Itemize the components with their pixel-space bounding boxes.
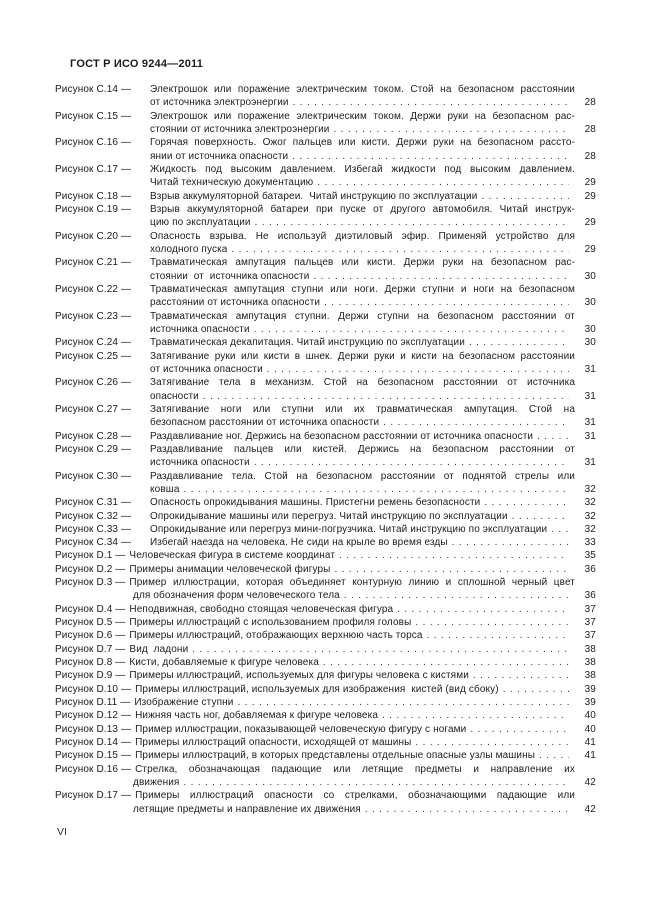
dot-leader: [427, 629, 569, 642]
dot-leader: [334, 123, 569, 136]
dot-leader: [415, 616, 569, 629]
toc-entry: [55, 536, 596, 549]
page-number: 41: [584, 737, 596, 749]
toc-line: [55, 536, 596, 549]
page-number: 41: [584, 750, 596, 762]
figure-title: холодного пуска: [150, 243, 228, 255]
page-number: 31: [584, 363, 596, 375]
figure-title: Нижняя часть ног, добавляемая к фигуре человека: [135, 710, 379, 722]
toc-list: [55, 83, 596, 816]
toc-line: [55, 216, 596, 229]
toc-entry: [55, 763, 596, 790]
figure-label: Рисунок C.31 —: [55, 497, 132, 509]
page-number: 30: [584, 297, 596, 309]
figure-title: летящие предметы и направление их движения: [133, 803, 361, 815]
figure-title: Примеры иллюстраций, используемых для фигуры человека с кистями: [129, 670, 469, 682]
page-header: [57, 46, 203, 82]
toc-line: [55, 789, 596, 802]
figure-title: янии от источника опасности: [150, 150, 289, 162]
figure-title: Стрелка, обозначающая падающие или летящие предметы и направление их: [135, 763, 575, 775]
toc-line: [55, 350, 596, 363]
toc-line: [55, 549, 596, 562]
figure-title: Пример иллюстрации, которая объединяет контурную линию и сплошной черный цвет: [129, 577, 575, 589]
page-number: 40: [584, 710, 596, 722]
page-number: 35: [584, 550, 596, 562]
figure-label: Рисунок C.23 —: [55, 310, 132, 322]
toc-entry: [55, 683, 596, 696]
figure-label: Рисунок C.21 —: [55, 257, 132, 269]
figure-label: Рисунок C.32 —: [55, 510, 132, 522]
toc-line: [55, 656, 596, 669]
dot-leader: [334, 563, 569, 576]
toc-line: [55, 83, 596, 96]
figure-title: Взрыв аккумуляторной батареи. Читай инструкцию по эксплуатации: [150, 190, 478, 202]
page-number: 29: [584, 190, 596, 202]
figure-label: Рисунок D.13 —: [55, 723, 132, 735]
figure-label: Рисунок C.25 —: [55, 350, 132, 362]
toc-entry: [55, 629, 596, 642]
toc-entry: [55, 549, 596, 562]
toc-line: [55, 749, 596, 762]
figure-label: Рисунок D.17 —: [55, 790, 132, 802]
figure-title: Примеры иллюстраций опасности, исходящей от машины: [135, 737, 412, 749]
dot-leader: [503, 683, 569, 696]
figure-label: Рисунок C.19 —: [55, 203, 132, 215]
figure-label: Рисунок D.12 —: [55, 710, 132, 722]
toc-entry: [55, 669, 596, 682]
toc-entry: [55, 190, 596, 203]
figure-label: Рисунок C.18 —: [55, 190, 132, 202]
figure-label: Рисунок D.2 —: [55, 563, 126, 575]
toc-line: [55, 629, 596, 642]
toc-entry: [55, 656, 596, 669]
page-number: 30: [584, 323, 596, 335]
dot-leader: [484, 496, 569, 509]
figure-label: Рисунок D.10 —: [55, 683, 132, 695]
figure-title: Затягивание руки или кисти в шнек. Держи руки и кисти на безопасном расстоянии: [150, 350, 575, 362]
figure-title: Горячая поверхность. Ожог пальцев или кисти. Держи руки на безопасном рассто-: [150, 137, 575, 149]
toc-line: [55, 243, 596, 256]
figure-label: Рисунок C.33 —: [55, 523, 132, 535]
dot-leader: [323, 656, 569, 669]
toc-line: [55, 163, 596, 176]
toc-line: [55, 643, 596, 656]
figure-title: Взрыв аккумуляторной батареи при пуске от другого автомобиля. Читай инструк-: [150, 203, 575, 215]
toc-line: [55, 763, 596, 776]
page-number: 32: [584, 483, 596, 495]
figure-title: расстоянии от источника опасности: [150, 297, 321, 309]
dot-leader: [339, 549, 569, 562]
toc-line: [55, 403, 596, 416]
page-number: 37: [584, 603, 596, 615]
page-number: 40: [584, 723, 596, 735]
page-number: 30: [584, 270, 596, 282]
dot-leader: [551, 523, 569, 536]
figure-label: Рисунок D.14 —: [55, 737, 132, 749]
toc-line: [55, 456, 596, 469]
dot-leader: [184, 483, 569, 496]
figure-label: Рисунок C.24 —: [55, 337, 132, 349]
dot-leader: [231, 243, 569, 256]
dot-leader: [382, 709, 569, 722]
figure-label: Рисунок D.3 —: [55, 577, 126, 589]
figure-title: опасности: [150, 390, 199, 402]
toc-entry: [55, 789, 596, 816]
figure-title: Читай техническую документацию: [150, 177, 314, 189]
figure-title: Примеры иллюстраций опасности со стрелками, обозначающими падающие или: [135, 790, 575, 802]
figure-title: Раздавливание ног. Держись на безопасном расстоянии от источника опасности: [150, 430, 534, 442]
dot-leader: [512, 510, 569, 523]
folio-page-number: VI: [57, 826, 67, 838]
figure-title: движения: [133, 777, 180, 789]
page-number: 37: [584, 630, 596, 642]
dot-leader: [238, 696, 570, 709]
figure-label: Рисунок D.5 —: [55, 617, 126, 629]
figure-title: от источника опасности: [150, 363, 263, 375]
toc-line: [55, 416, 596, 429]
toc-line: [55, 723, 596, 736]
figure-label: Рисунок C.26 —: [55, 377, 132, 389]
standard-title: ГОСТ Р ИСО 9244—2011: [70, 58, 204, 70]
toc-line: [55, 496, 596, 509]
figure-label: Рисунок D.15 —: [55, 750, 132, 762]
figure-label: Рисунок D.9 —: [55, 670, 126, 682]
figure-label: Рисунок C.15 —: [55, 110, 132, 122]
page-number: 29: [584, 177, 596, 189]
dot-leader: [267, 363, 569, 376]
dot-leader: [203, 390, 569, 403]
toc-entry: [55, 749, 596, 762]
dot-leader: [344, 589, 569, 602]
page-number: 39: [584, 697, 596, 709]
dot-leader: [481, 190, 569, 203]
toc-entry: [55, 430, 596, 443]
toc-line: [55, 310, 596, 323]
toc-line: [55, 803, 596, 816]
page-number: 28: [584, 97, 596, 109]
page-number: 36: [584, 590, 596, 602]
figure-title: Пример иллюстрации, показывающей человеческую фигуру с ногами: [135, 723, 467, 735]
figure-title: Кисти, добавляемые к фигуре человека: [129, 657, 319, 669]
toc-entry: [55, 643, 596, 656]
figure-title: безопасном расстоянии от источника опасности: [150, 417, 380, 429]
figure-label: Рисунок C.27 —: [55, 403, 132, 415]
toc-line: [55, 110, 596, 123]
toc-line: [55, 376, 596, 389]
figure-label: Рисунок C.30 —: [55, 470, 132, 482]
figure-title: Травматическая декапитация. Читай инструкцию по эксплуатации: [150, 337, 465, 349]
toc-line: [55, 123, 596, 136]
figure-title: ковша: [150, 483, 180, 495]
figure-label: Рисунок D.11 —: [55, 697, 131, 709]
toc-line: [55, 470, 596, 483]
toc-line: [55, 296, 596, 309]
dot-leader: [313, 270, 569, 283]
toc-line: [55, 616, 596, 629]
figure-label: Рисунок C.34 —: [55, 537, 132, 549]
dot-leader: [365, 803, 569, 816]
dot-leader: [539, 749, 569, 762]
toc-line: [55, 96, 596, 109]
figure-title: Опрокидывание машины или перегруз. Читай инструкцию по эксплуатации: [150, 510, 508, 522]
toc-line: [55, 256, 596, 269]
toc-entry: [55, 443, 596, 470]
toc-line: [55, 510, 596, 523]
figure-title: Затягивание ноги или ступни или их травматическая ампутация. Стой на: [150, 403, 575, 415]
toc-line: [55, 523, 596, 536]
dot-leader: [192, 643, 569, 656]
toc-line: [55, 443, 596, 456]
figure-label: Рисунок D.6 —: [55, 630, 126, 642]
figure-title: Примеры иллюстраций, отображающих верхнюю часть торса: [129, 630, 423, 642]
figure-label: Рисунок D.7 —: [55, 643, 126, 655]
toc-entry: [55, 310, 596, 337]
toc-entry: [55, 203, 596, 230]
figure-title: от источника электроэнергии: [150, 97, 289, 109]
toc-line: [55, 203, 596, 216]
page-number: 37: [584, 617, 596, 629]
figure-title: Вид ладони: [129, 643, 189, 655]
page-number: 38: [584, 670, 596, 682]
toc-line: [55, 190, 596, 203]
toc-line: [55, 736, 596, 749]
page-number: 30: [584, 337, 596, 349]
toc-entry: [55, 576, 596, 603]
dot-leader: [470, 723, 569, 736]
toc-line: [55, 563, 596, 576]
figure-title: Примеры иллюстраций с использованием профиля головы: [129, 617, 412, 629]
dot-leader: [383, 416, 569, 429]
toc-line: [55, 176, 596, 189]
page-number: 31: [584, 417, 596, 429]
figure-title: стоянии от источника опасности: [150, 270, 310, 282]
toc-entry: [55, 403, 596, 430]
figure-title: источника опасности: [150, 323, 250, 335]
toc-entry: [55, 136, 596, 163]
toc-entry: [55, 230, 596, 257]
figure-title: Избегай наезда на человека. Не сиди на крыле во время езды: [150, 537, 448, 549]
figure-title: источника опасности: [150, 457, 250, 469]
toc-line: [55, 696, 596, 709]
figure-title: Примеры анимации человеческой фигуры: [129, 563, 331, 575]
page-number: 31: [584, 390, 596, 402]
page-number: 28: [584, 123, 596, 135]
page-number: 31: [584, 457, 596, 469]
page-number: 38: [584, 657, 596, 669]
figure-title: Опасность взрыва. Не используй диэтиловый эфир. Применяй устройство для: [150, 230, 575, 242]
toc-line: [55, 230, 596, 243]
toc-line: [55, 430, 596, 443]
toc-entry: [55, 83, 596, 110]
toc-line: [55, 336, 596, 349]
toc-entry: [55, 523, 596, 536]
figure-label: Рисунок C.28 —: [55, 430, 132, 442]
toc-line: [55, 683, 596, 696]
figure-label: Рисунок C.17 —: [55, 163, 132, 175]
toc-entry: [55, 563, 596, 576]
page-number: 31: [584, 430, 596, 442]
page-number: 29: [584, 243, 596, 255]
toc-line: [55, 323, 596, 336]
toc-line: [55, 363, 596, 376]
toc-entry: [55, 510, 596, 523]
toc-line: [55, 669, 596, 682]
toc-line: [55, 776, 596, 789]
page-number: 39: [584, 683, 596, 695]
page-number: 42: [584, 803, 596, 815]
figure-title: Раздавливание пальцев или кистей. Держись на безопасном расстоянии от: [150, 443, 575, 455]
figure-title: Затягивание тела в механизм. Стой на безопасном расстоянии от источника: [150, 377, 575, 389]
figure-title: Примеры иллюстраций, в которых представлены отдельные опасные узлы машины: [135, 750, 536, 762]
toc-line: [55, 283, 596, 296]
figure-title: Травматическая ампутация ступни. Держи ступни на безопасном расстоянии от: [150, 310, 575, 322]
dot-leader: [324, 296, 569, 309]
toc-line: [55, 136, 596, 149]
page-number: 36: [584, 563, 596, 575]
dot-leader: [452, 536, 569, 549]
page-number: 32: [584, 497, 596, 509]
toc-line: [55, 589, 596, 602]
page-number: 33: [584, 537, 596, 549]
figure-title: Электрошок или поражение электрическим током. Держи руки на безопасном рас-: [150, 110, 575, 122]
dot-leader: [537, 430, 569, 443]
toc-entry: [55, 256, 596, 283]
dot-leader: [292, 150, 569, 163]
toc-line: [55, 150, 596, 163]
dot-leader: [397, 603, 569, 616]
figure-label: Рисунок C.29 —: [55, 443, 132, 455]
figure-label: Рисунок C.22 —: [55, 283, 132, 295]
dot-leader: [317, 176, 569, 189]
figure-label: Рисунок D.4 —: [55, 603, 126, 615]
toc-entry: [55, 723, 596, 736]
page-number: 29: [584, 217, 596, 229]
page-footer: [57, 826, 67, 838]
toc-line: [55, 709, 596, 722]
figure-title: цию по эксплуатации: [150, 217, 251, 229]
figure-label: Рисунок D.1 —: [55, 550, 126, 562]
figure-label: Рисунок C.14 —: [55, 84, 132, 95]
figure-title: Электрошок или поражение электрическим током. Стой на безопасном расстоянии: [150, 84, 575, 95]
dot-leader: [415, 736, 569, 749]
figure-title: Опрокидывание или перегруз мини-погрузчика. Читай инструкцию по эксплуатации: [150, 523, 548, 535]
toc-entry: [55, 616, 596, 629]
figure-title: Травматическая ампутация пальцев или кисти. Держи руки на безопасном рас-: [150, 257, 575, 269]
toc-line: [55, 390, 596, 403]
page-number: 32: [584, 510, 596, 522]
figure-title: Опасность опрокидывания машины. Пристегни ремень безопасности: [150, 497, 481, 509]
figure-title: Травматическая ампутация ступни или ноги. Держи ступни и ноги на безопасном: [150, 283, 575, 295]
toc-line: [55, 483, 596, 496]
page-number: 28: [584, 150, 596, 162]
toc-line: [55, 270, 596, 283]
figure-title: Неподвижная, свободно стоящая человеческая фигура: [129, 603, 394, 615]
toc-line: [55, 603, 596, 616]
page-number: 32: [584, 523, 596, 535]
figure-title: Раздавливание тела. Стой на безопасном расстоянии от поднятой стрелы или: [150, 470, 575, 482]
dot-leader: [293, 96, 569, 109]
figure-title: Изображение ступни: [134, 697, 234, 709]
toc-entry: [55, 736, 596, 749]
toc-entry: [55, 350, 596, 377]
figure-title: Жидкость под высоким давлением. Избегай жидкости под высоким давлением.: [150, 163, 575, 175]
toc-entry: [55, 376, 596, 403]
toc-entry: [55, 696, 596, 709]
toc-entry: [55, 496, 596, 509]
figure-title: для обозначения форм человеческого тела: [133, 590, 340, 602]
toc-entry: [55, 470, 596, 497]
figure-title: Примеры иллюстраций, используемых для изображения кистей (вид сбоку): [135, 683, 499, 695]
toc-line: [55, 576, 596, 589]
toc-entry: [55, 336, 596, 349]
figure-label: Рисунок D.16 —: [55, 763, 132, 775]
page-number: 38: [584, 643, 596, 655]
dot-leader: [255, 216, 569, 229]
dot-leader: [183, 776, 569, 789]
figure-title: Человеческая фигура в системе координат: [129, 550, 336, 562]
figure-label: Рисунок C.20 —: [55, 230, 132, 242]
dot-leader: [254, 456, 569, 469]
dot-leader: [473, 669, 569, 682]
figure-label: Рисунок D.8 —: [55, 657, 126, 669]
dot-leader: [469, 336, 569, 349]
toc-entry: [55, 163, 596, 190]
figure-label: Рисунок C.16 —: [55, 137, 132, 149]
dot-leader: [254, 323, 569, 336]
toc-entry: [55, 110, 596, 137]
figure-title: стоянии от источника электроэнергии: [150, 123, 330, 135]
toc-entry: [55, 283, 596, 310]
toc-entry: [55, 709, 596, 722]
toc-entry: [55, 603, 596, 616]
page-number: 42: [584, 777, 596, 789]
